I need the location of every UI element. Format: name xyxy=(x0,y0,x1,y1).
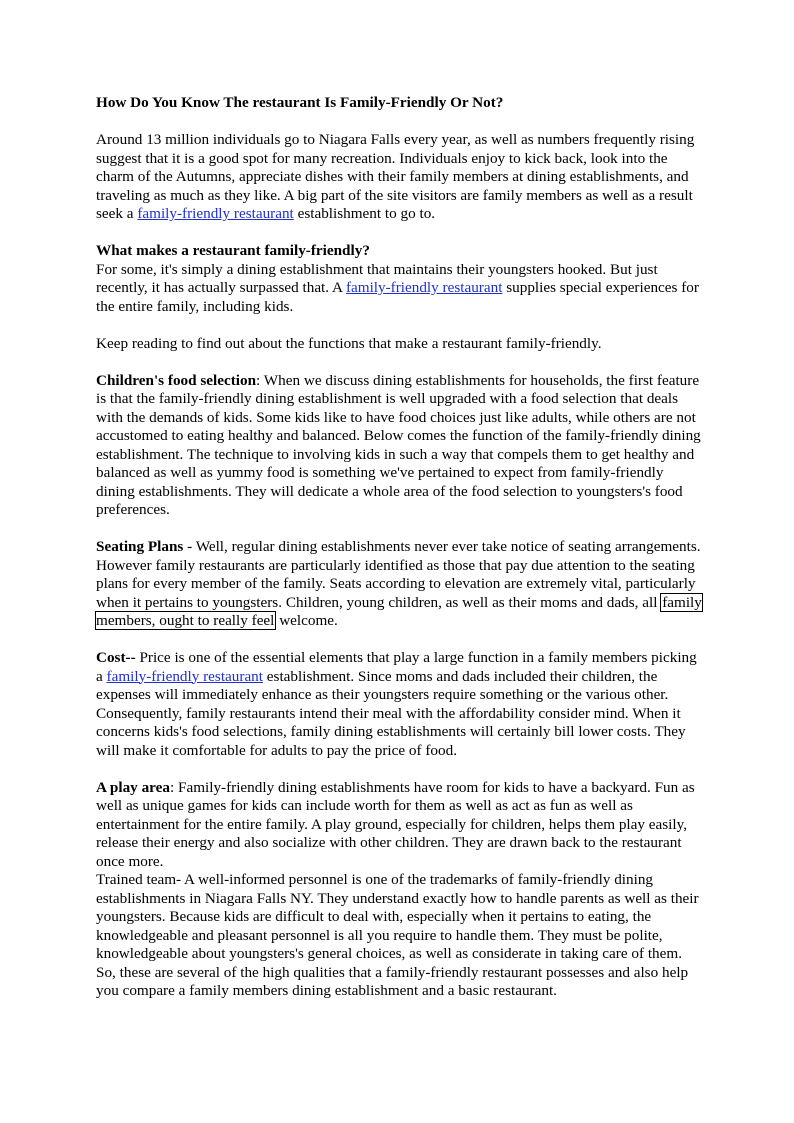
spacer xyxy=(96,113,706,132)
spacer xyxy=(96,224,706,243)
intro-text: Around 13 million individuals go to Niagara Falls every year, as well as numbers frequently rising suggest that it is a good spot for many recreation. Individuals enjoy to kick back, look into the charm of the Autumns, appreciate dishes with their family members at dining establishments, and traveling as much as they like. A big part of the site visitors are family members as well as a result seek a xyxy=(96,131,695,222)
cost-text-end: establishment. Since moms and dads included their children, the expenses will immediately enhance as their youngsters require something or the various other. Consequently, family restaurants intend their meal with the affordability consider mind. When it concerns kids's food selections, family dining establishments will certainly bill lower costs. They will make it comfortable for adults to pay the price of food. xyxy=(96,667,686,759)
spacer xyxy=(96,760,706,779)
play-heading: A play area xyxy=(96,778,170,796)
cost-heading: Cost-- xyxy=(96,649,136,666)
play-paragraph xyxy=(96,779,706,872)
cost-text: Price is one of the essential elements that play a large function in a family members picking a xyxy=(96,649,697,685)
what-makes-link[interactable]: family-friendly restaurant xyxy=(345,279,503,296)
trained-paragraph: Trained team- A well-informed personnel is one of the trademarks of family-friendly dining establishments in Niagara Falls NY. They understand exactly how to handle parents as well as their youngsters. Because kids are difficult to deal with, especially when it pertains to eating, the knowledgeable and pleasant personnel is all you require to handle them. They must be polite, knowledgeable about youngsters's general choices, as well as considerate in taking care of them. xyxy=(96,871,699,962)
seating-text-end: welcome. xyxy=(275,612,338,629)
seating-text: - Well, regular dining establishments never ever take notice of seating arrangements. However family restaurants are particularly identified as those that pay due attention to the seating plans for every member of the family. Seats according to elevation are extremely vital, particularly when it pertains to youngsters. Children, young children, as well as their moms and dads, all xyxy=(96,538,701,611)
food-paragraph xyxy=(96,372,706,520)
spacer xyxy=(96,353,706,372)
what-makes-text: For some, it's simply a dining establishment that maintains their youngsters hooked. But just recently, it has actually surpassed that. A xyxy=(96,260,658,296)
intro-text-end: establishment to go to. xyxy=(293,205,436,222)
intro-paragraph xyxy=(96,131,706,224)
what-makes-text-end: supplies special experiences for the entire family, including kids. xyxy=(96,279,699,315)
what-makes-heading: What makes a restaurant family-friendly? xyxy=(96,242,370,259)
what-makes-paragraph xyxy=(96,261,706,317)
food-heading: Children's food selection xyxy=(96,371,257,389)
cost-paragraph xyxy=(96,649,706,760)
food-text: : When we discuss dining establishments for households, the first feature is that the family-friendly dining establishment is well upgraded with a food selection that deals with the demands of kids. Some kids like to have food choices just like adults, while others are not accustomed to eating healthy and balanced. Below comes the function of the family-friendly dining establishment. The technique to involving kids in such a way that compels them to get healthy and balanced as well as yummy food is something we've pertained to expect from family-friendly dining establishments. They will dedicate a whole area of the food selection to youngsters's food preferences. xyxy=(96,371,701,518)
spacer xyxy=(96,316,706,335)
spacer xyxy=(96,520,706,539)
spacer xyxy=(96,631,706,650)
cost-link[interactable]: family-friendly restaurant xyxy=(106,667,263,685)
keep-reading-paragraph: Keep reading to find out about the functions that make a restaurant family-friendly. xyxy=(96,334,602,352)
document-title: How Do You Know The restaurant Is Family-Friendly Or Not? xyxy=(96,94,504,111)
seating-heading: Seating Plans xyxy=(96,538,184,555)
play-text: : Family-friendly dining establishments have room for kids to have a backyard. Fun as well as unique games for kids can include worth for them as well as act as fun as well as entertainment for the entire family. A play ground, especially for children, helps them play easily, release their energy and also socialize with other children. They are drawn back to the restaurant once more. xyxy=(96,778,695,870)
seating-paragraph xyxy=(96,538,706,631)
document-page xyxy=(96,94,706,1001)
intro-link[interactable]: family-friendly restaurant xyxy=(137,205,294,222)
highlighted-phrase: family members, ought to really feel xyxy=(96,593,702,629)
conclusion-paragraph: So, these are several of the high qualities that a family-friendly restaurant possesses and also help you compare a family members dining establishment and a basic restaurant. xyxy=(96,963,689,999)
